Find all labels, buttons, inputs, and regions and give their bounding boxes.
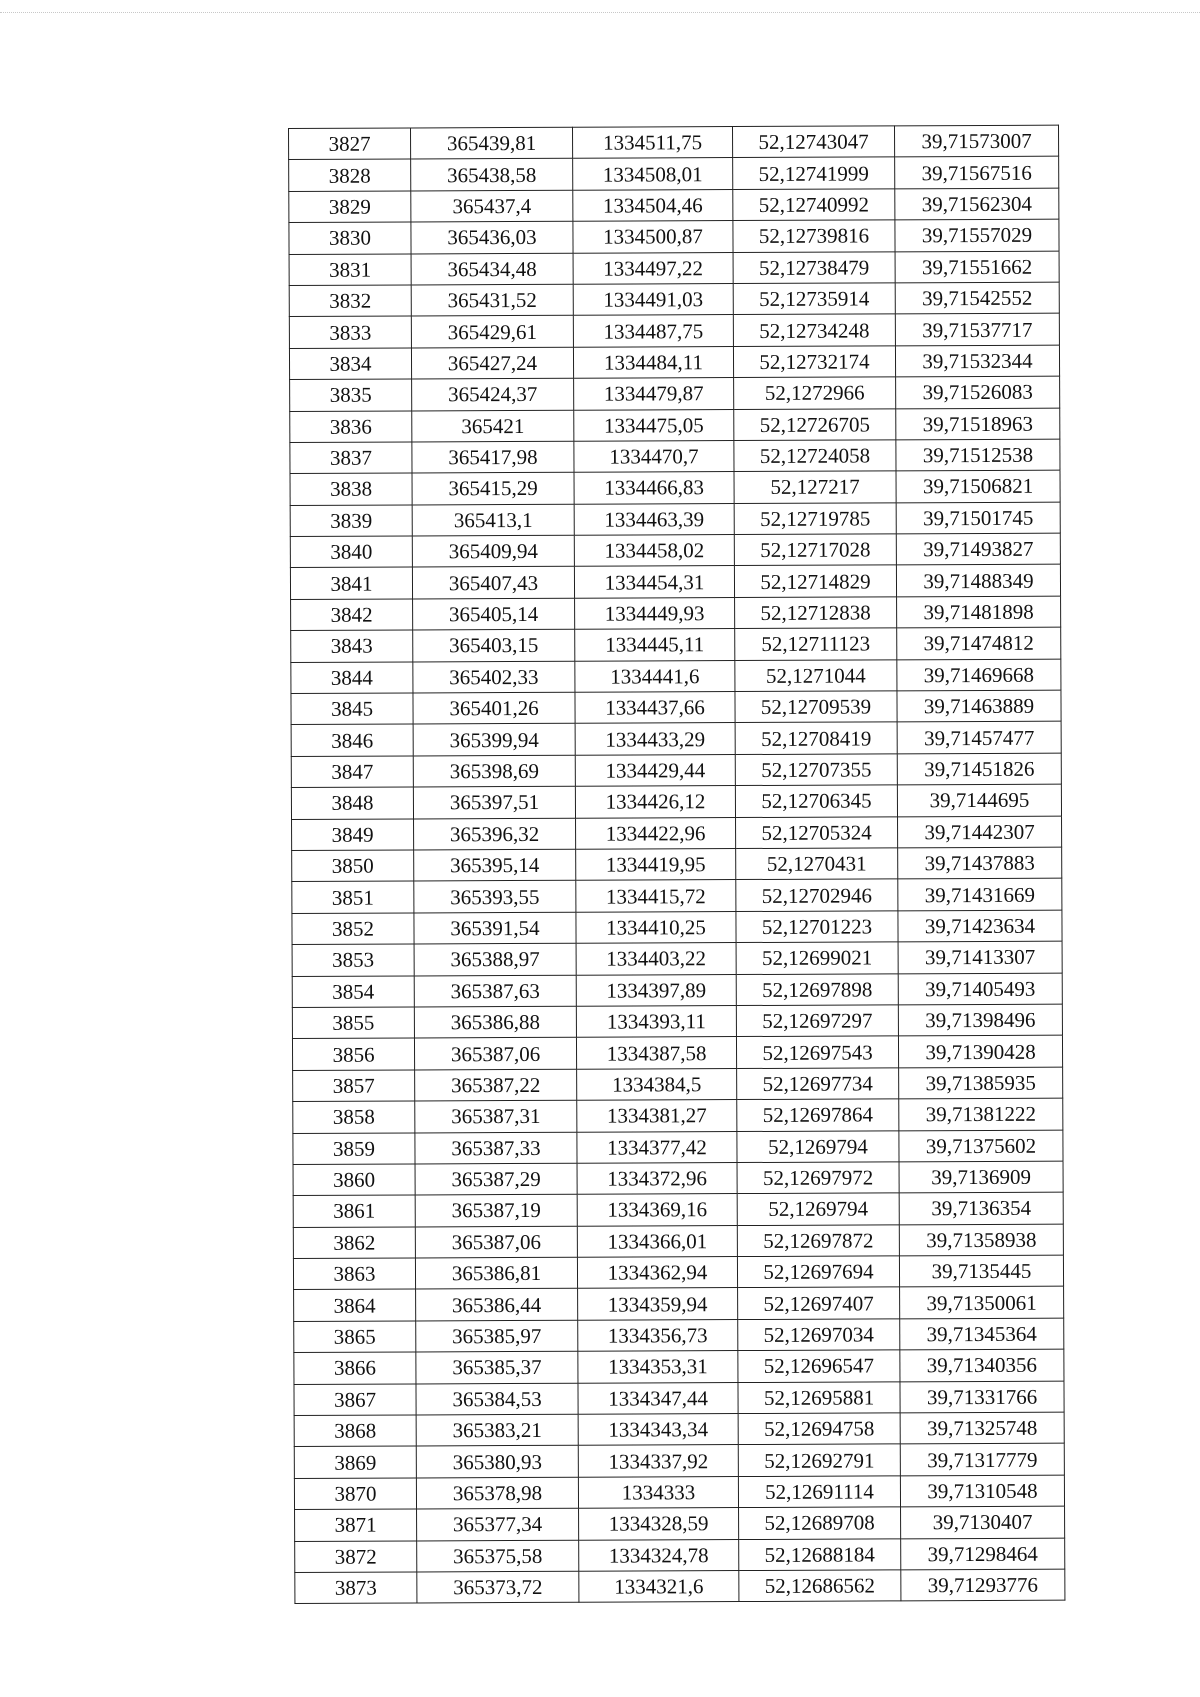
table-row: [289, 188, 1059, 223]
table-row: [289, 345, 1059, 380]
scan-edge-line: [0, 12, 1200, 13]
longitude-cell: 39,71442307: [898, 816, 1062, 848]
y-coordinate-cell: 1334454,31: [574, 566, 734, 598]
x-coordinate-cell: 365377,34: [417, 1508, 579, 1540]
latitude-cell: 52,12697972: [737, 1162, 899, 1194]
point-number-cell: 3840: [290, 536, 412, 568]
table-row: [292, 910, 1062, 945]
table-row: [289, 251, 1059, 286]
longitude-cell: 39,71390428: [898, 1035, 1062, 1067]
point-number-cell: 3861: [293, 1195, 415, 1227]
longitude-cell: 39,71381222: [899, 1098, 1063, 1130]
point-number-cell: 3866: [294, 1352, 416, 1384]
longitude-cell: 39,71398496: [898, 1004, 1062, 1036]
y-coordinate-cell: 1334372,96: [577, 1162, 737, 1194]
y-coordinate-cell: 1334343,34: [578, 1414, 738, 1446]
latitude-cell: 52,12739816: [733, 220, 895, 252]
point-number-cell: 3845: [291, 693, 413, 725]
x-coordinate-cell: 365384,53: [416, 1383, 578, 1415]
x-coordinate-cell: 365431,52: [411, 284, 573, 316]
latitude-cell: 52,12735914: [733, 283, 895, 315]
latitude-cell: 52,1270431: [736, 848, 898, 880]
point-number-cell: 3846: [291, 724, 413, 756]
x-coordinate-cell: 365378,98: [416, 1477, 578, 1509]
x-coordinate-cell: 365387,19: [415, 1195, 577, 1227]
point-number-cell: 3856: [292, 1038, 414, 1070]
longitude-cell: 39,7144695: [897, 784, 1061, 816]
table-row: [291, 753, 1061, 788]
longitude-cell: 39,7130407: [901, 1506, 1065, 1538]
table-row: [291, 722, 1061, 757]
latitude-cell: 52,1269794: [737, 1193, 899, 1225]
x-coordinate-cell: 365424,37: [412, 378, 574, 410]
point-number-cell: 3837: [290, 442, 412, 474]
point-number-cell: 3857: [293, 1070, 415, 1102]
longitude-cell: 39,7136909: [899, 1161, 1063, 1193]
point-number-cell: 3841: [290, 567, 412, 599]
longitude-cell: 39,71506821: [896, 470, 1060, 502]
point-number-cell: 3849: [292, 819, 414, 851]
latitude-cell: 52,12697898: [736, 973, 898, 1005]
y-coordinate-cell: 1334356,73: [578, 1319, 738, 1351]
y-coordinate-cell: 1334437,66: [575, 692, 735, 724]
longitude-cell: 39,71481898: [897, 596, 1061, 628]
x-coordinate-cell: 365417,98: [412, 441, 574, 473]
latitude-cell: 52,12734248: [733, 314, 895, 346]
y-coordinate-cell: 1334324,78: [579, 1539, 739, 1571]
x-coordinate-cell: 365438,58: [411, 159, 573, 191]
x-coordinate-cell: 365387,29: [415, 1163, 577, 1195]
x-coordinate-cell: 365387,06: [415, 1226, 577, 1258]
table-row: [290, 376, 1060, 411]
y-coordinate-cell: 1334419,95: [576, 849, 736, 881]
longitude-cell: 39,71331766: [900, 1381, 1064, 1413]
table-row: [290, 439, 1060, 474]
y-coordinate-cell: 1334397,89: [576, 974, 736, 1006]
longitude-cell: 39,71474812: [897, 627, 1061, 659]
x-coordinate-cell: 365397,51: [413, 786, 575, 818]
point-number-cell: 3848: [291, 787, 413, 819]
y-coordinate-cell: 1334484,11: [573, 346, 733, 378]
y-coordinate-cell: 1334508,01: [573, 158, 733, 190]
point-number-cell: 3869: [294, 1446, 416, 1478]
x-coordinate-cell: 365393,55: [414, 881, 576, 913]
x-coordinate-cell: 365415,29: [412, 473, 574, 505]
latitude-cell: 52,1272966: [734, 377, 896, 409]
y-coordinate-cell: 1334422,96: [576, 817, 736, 849]
latitude-cell: 52,12697543: [736, 1036, 898, 1068]
x-coordinate-cell: 365436,03: [411, 221, 573, 253]
x-coordinate-cell: 365386,81: [415, 1257, 577, 1289]
latitude-cell: 52,12701223: [736, 911, 898, 943]
y-coordinate-cell: 1334410,25: [576, 911, 736, 943]
table-row: [293, 1192, 1063, 1227]
longitude-cell: 39,71298464: [901, 1538, 1065, 1570]
longitude-cell: 39,7135445: [899, 1255, 1063, 1287]
longitude-cell: 39,71375602: [899, 1130, 1063, 1162]
point-number-cell: 3834: [289, 348, 411, 380]
y-coordinate-cell: 1334321,6: [579, 1571, 739, 1603]
table-row: [290, 565, 1060, 600]
latitude-cell: 52,12688184: [739, 1538, 901, 1570]
x-coordinate-cell: 365439,81: [411, 127, 573, 159]
table-row: [289, 157, 1059, 192]
x-coordinate-cell: 365388,97: [414, 943, 576, 975]
longitude-cell: 39,71567516: [895, 157, 1059, 189]
x-coordinate-cell: 365437,4: [411, 190, 573, 222]
latitude-cell: 52,12697297: [736, 1005, 898, 1037]
point-number-cell: 3832: [289, 285, 411, 317]
latitude-cell: 52,12714829: [734, 565, 896, 597]
y-coordinate-cell: 1334441,6: [575, 660, 735, 692]
table-row: [289, 219, 1059, 254]
latitude-cell: 52,12697034: [738, 1319, 900, 1351]
table-row: [292, 1035, 1062, 1070]
y-coordinate-cell: 1334337,92: [578, 1445, 738, 1477]
latitude-cell: 52,12692791: [738, 1444, 900, 1476]
longitude-cell: 39,71345364: [900, 1318, 1064, 1350]
longitude-cell: 39,71358938: [899, 1224, 1063, 1256]
latitude-cell: 52,12702946: [736, 879, 898, 911]
y-coordinate-cell: 1334393,11: [576, 1005, 736, 1037]
table-row: [293, 1067, 1063, 1102]
x-coordinate-cell: 365387,22: [415, 1069, 577, 1101]
x-coordinate-cell: 365407,43: [412, 567, 574, 599]
longitude-cell: 39,71431669: [898, 879, 1062, 911]
longitude-cell: 39,71488349: [896, 565, 1060, 597]
point-number-cell: 3858: [293, 1101, 415, 1133]
point-number-cell: 3842: [291, 599, 413, 631]
x-coordinate-cell: 365395,14: [414, 849, 576, 881]
point-number-cell: 3860: [293, 1164, 415, 1196]
table-row: [294, 1475, 1064, 1510]
point-number-cell: 3868: [294, 1415, 416, 1447]
latitude-cell: 52,12697694: [737, 1256, 899, 1288]
x-coordinate-cell: 365405,14: [413, 598, 575, 630]
y-coordinate-cell: 1334415,72: [576, 880, 736, 912]
latitude-cell: 52,1269794: [737, 1130, 899, 1162]
latitude-cell: 52,12691114: [738, 1476, 900, 1508]
latitude-cell: 52,12686562: [739, 1570, 901, 1602]
y-coordinate-cell: 1334426,12: [575, 786, 735, 818]
x-coordinate-cell: 365398,69: [413, 755, 575, 787]
y-coordinate-cell: 1334403,22: [576, 943, 736, 975]
point-number-cell: 3844: [291, 662, 413, 694]
longitude-cell: 39,71542552: [895, 282, 1059, 314]
longitude-cell: 39,71457477: [897, 722, 1061, 754]
table-row: [293, 1130, 1063, 1165]
table-row: [292, 816, 1062, 851]
latitude-cell: 52,12738479: [733, 251, 895, 283]
y-coordinate-cell: 1334511,75: [572, 127, 732, 159]
x-coordinate-cell: 365396,32: [414, 818, 576, 850]
table-row: [290, 408, 1060, 443]
x-coordinate-cell: 365375,58: [417, 1540, 579, 1572]
latitude-cell: 52,12707355: [735, 754, 897, 786]
longitude-cell: 39,71293776: [901, 1569, 1065, 1601]
point-number-cell: 3853: [292, 944, 414, 976]
longitude-cell: 39,71317779: [900, 1444, 1064, 1476]
y-coordinate-cell: 1334429,44: [575, 754, 735, 786]
longitude-cell: 39,71562304: [895, 188, 1059, 220]
point-number-cell: 3833: [289, 316, 411, 348]
y-coordinate-cell: 1334369,16: [577, 1194, 737, 1226]
longitude-cell: 39,71405493: [898, 973, 1062, 1005]
table-row: [295, 1569, 1065, 1604]
point-number-cell: 3829: [289, 191, 411, 223]
point-number-cell: 3828: [289, 159, 411, 191]
point-number-cell: 3836: [290, 410, 412, 442]
x-coordinate-cell: 365383,21: [416, 1414, 578, 1446]
coordinates-table-body: [289, 125, 1065, 1604]
longitude-cell: 39,71325748: [900, 1412, 1064, 1444]
table-row: [291, 784, 1061, 819]
y-coordinate-cell: 1334387,58: [576, 1037, 736, 1069]
table-row: [291, 596, 1061, 631]
latitude-cell: 52,127217: [734, 471, 896, 503]
y-coordinate-cell: 1334433,29: [575, 723, 735, 755]
longitude-cell: 39,71463889: [897, 690, 1061, 722]
longitude-cell: 39,71518963: [896, 408, 1060, 440]
table-row: [292, 847, 1062, 882]
latitude-cell: 52,12696547: [738, 1350, 900, 1382]
longitude-cell: 39,71350061: [900, 1287, 1064, 1319]
x-coordinate-cell: 365386,44: [416, 1289, 578, 1321]
longitude-cell: 39,71385935: [899, 1067, 1063, 1099]
y-coordinate-cell: 1334366,01: [577, 1225, 737, 1257]
latitude-cell: 52,12741999: [733, 157, 895, 189]
x-coordinate-cell: 365409,94: [412, 535, 574, 567]
y-coordinate-cell: 1334381,27: [577, 1100, 737, 1132]
latitude-cell: 52,12697734: [737, 1068, 899, 1100]
table-row: [294, 1318, 1064, 1353]
y-coordinate-cell: 1334491,03: [573, 284, 733, 316]
y-coordinate-cell: 1334504,46: [573, 189, 733, 221]
y-coordinate-cell: 1334475,05: [574, 409, 734, 441]
y-coordinate-cell: 1334384,5: [577, 1068, 737, 1100]
point-number-cell: 3838: [290, 473, 412, 505]
table-row: [289, 125, 1059, 160]
point-number-cell: 3872: [295, 1541, 417, 1573]
longitude-cell: 39,71557029: [895, 219, 1059, 251]
x-coordinate-cell: 365385,37: [416, 1351, 578, 1383]
table-row: [294, 1349, 1064, 1384]
y-coordinate-cell: 1334328,59: [579, 1508, 739, 1540]
latitude-cell: 52,12717028: [734, 534, 896, 566]
longitude-cell: 39,71537717: [895, 313, 1059, 345]
latitude-cell: 52,12699021: [736, 942, 898, 974]
point-number-cell: 3835: [290, 379, 412, 411]
table-row: [290, 470, 1060, 505]
table-row: [293, 1161, 1063, 1196]
point-number-cell: 3831: [289, 254, 411, 286]
x-coordinate-cell: 365413,1: [412, 504, 574, 536]
table-row: [292, 879, 1062, 914]
longitude-cell: 39,71469668: [897, 659, 1061, 691]
point-number-cell: 3863: [293, 1258, 415, 1290]
x-coordinate-cell: 365380,93: [416, 1446, 578, 1478]
table-row: [293, 1098, 1063, 1133]
point-number-cell: 3864: [294, 1289, 416, 1321]
point-number-cell: 3862: [293, 1227, 415, 1259]
table-row: [294, 1444, 1064, 1479]
y-coordinate-cell: 1334377,42: [577, 1131, 737, 1163]
longitude-cell: 39,71551662: [895, 251, 1059, 283]
coordinates-table: [288, 125, 1065, 1605]
table-row: [292, 1004, 1062, 1039]
point-number-cell: 3839: [290, 505, 412, 537]
longitude-cell: 39,71310548: [900, 1475, 1064, 1507]
point-number-cell: 3854: [292, 976, 414, 1008]
longitude-cell: 39,71526083: [896, 376, 1060, 408]
latitude-cell: 52,12709539: [735, 691, 897, 723]
point-number-cell: 3867: [294, 1384, 416, 1416]
latitude-cell: 52,12689708: [739, 1507, 901, 1539]
x-coordinate-cell: 365386,88: [414, 1006, 576, 1038]
longitude-cell: 39,71512538: [896, 439, 1060, 471]
x-coordinate-cell: 365402,33: [413, 661, 575, 693]
table-row: [290, 502, 1060, 537]
y-coordinate-cell: 1334463,39: [574, 503, 734, 535]
longitude-cell: 39,71340356: [900, 1349, 1064, 1381]
y-coordinate-cell: 1334466,83: [574, 472, 734, 504]
latitude-cell: 52,12724058: [734, 440, 896, 472]
point-number-cell: 3851: [292, 881, 414, 913]
y-coordinate-cell: 1334497,22: [573, 252, 733, 284]
latitude-cell: 52,12705324: [736, 816, 898, 848]
table-row: [293, 1255, 1063, 1290]
table-row: [292, 973, 1062, 1008]
x-coordinate-cell: 365387,33: [415, 1132, 577, 1164]
point-number-cell: 3827: [289, 128, 411, 160]
latitude-cell: 52,12711123: [735, 628, 897, 660]
table-row: [290, 533, 1060, 568]
point-number-cell: 3852: [292, 913, 414, 945]
table-row: [291, 627, 1061, 662]
table-row: [294, 1381, 1064, 1416]
x-coordinate-cell: 365403,15: [413, 630, 575, 662]
y-coordinate-cell: 1334347,44: [578, 1382, 738, 1414]
x-coordinate-cell: 365387,63: [414, 975, 576, 1007]
y-coordinate-cell: 1334362,94: [577, 1257, 737, 1289]
table-row: [295, 1506, 1065, 1541]
y-coordinate-cell: 1334353,31: [578, 1351, 738, 1383]
latitude-cell: 52,12706345: [735, 785, 897, 817]
latitude-cell: 52,12732174: [733, 346, 895, 378]
point-number-cell: 3873: [295, 1572, 417, 1604]
y-coordinate-cell: 1334470,7: [574, 440, 734, 472]
latitude-cell: 52,12712838: [735, 597, 897, 629]
table-row: [291, 690, 1061, 725]
x-coordinate-cell: 365399,94: [413, 724, 575, 756]
x-coordinate-cell: 365434,48: [411, 253, 573, 285]
latitude-cell: 52,12740992: [733, 189, 895, 221]
latitude-cell: 52,12694758: [738, 1413, 900, 1445]
x-coordinate-cell: 365387,31: [415, 1100, 577, 1132]
latitude-cell: 52,12726705: [734, 408, 896, 440]
latitude-cell: 52,12697407: [738, 1287, 900, 1319]
longitude-cell: 39,71423634: [898, 910, 1062, 942]
longitude-cell: 39,71451826: [897, 753, 1061, 785]
latitude-cell: 52,12695881: [738, 1381, 900, 1413]
x-coordinate-cell: 365421: [412, 410, 574, 442]
y-coordinate-cell: 1334500,87: [573, 221, 733, 253]
table-row: [293, 1224, 1063, 1259]
table-row: [292, 941, 1062, 976]
y-coordinate-cell: 1334487,75: [573, 315, 733, 347]
point-number-cell: 3855: [292, 1007, 414, 1039]
y-coordinate-cell: 1334479,87: [574, 378, 734, 410]
longitude-cell: 39,71437883: [898, 847, 1062, 879]
document-sheet: [288, 125, 1064, 1605]
latitude-cell: 52,12697872: [737, 1225, 899, 1257]
table-row: [289, 313, 1059, 348]
latitude-cell: 52,1271044: [735, 659, 897, 691]
table-row: [291, 659, 1061, 694]
longitude-cell: 39,71493827: [896, 533, 1060, 565]
x-coordinate-cell: 365373,72: [417, 1571, 579, 1603]
y-coordinate-cell: 1334445,11: [575, 629, 735, 661]
table-row: [294, 1412, 1064, 1447]
x-coordinate-cell: 365385,97: [416, 1320, 578, 1352]
latitude-cell: 52,12708419: [735, 722, 897, 754]
point-number-cell: 3847: [291, 756, 413, 788]
latitude-cell: 52,12697864: [737, 1099, 899, 1131]
latitude-cell: 52,12743047: [732, 126, 894, 158]
x-coordinate-cell: 365391,54: [414, 912, 576, 944]
longitude-cell: 39,7136354: [899, 1192, 1063, 1224]
x-coordinate-cell: 365387,06: [414, 1038, 576, 1070]
point-number-cell: 3871: [295, 1509, 417, 1541]
latitude-cell: 52,12719785: [734, 503, 896, 535]
y-coordinate-cell: 1334333: [578, 1476, 738, 1508]
x-coordinate-cell: 365427,24: [411, 347, 573, 379]
table-row: [294, 1287, 1064, 1322]
y-coordinate-cell: 1334449,93: [575, 597, 735, 629]
y-coordinate-cell: 1334458,02: [574, 535, 734, 567]
point-number-cell: 3865: [294, 1321, 416, 1353]
longitude-cell: 39,71413307: [898, 941, 1062, 973]
table-row: [289, 282, 1059, 317]
y-coordinate-cell: 1334359,94: [578, 1288, 738, 1320]
longitude-cell: 39,71573007: [894, 125, 1058, 157]
point-number-cell: 3850: [292, 850, 414, 882]
point-number-cell: 3870: [294, 1478, 416, 1510]
x-coordinate-cell: 365429,61: [411, 316, 573, 348]
table-row: [295, 1538, 1065, 1573]
point-number-cell: 3843: [291, 630, 413, 662]
longitude-cell: 39,71501745: [896, 502, 1060, 534]
point-number-cell: 3830: [289, 222, 411, 254]
longitude-cell: 39,71532344: [895, 345, 1059, 377]
x-coordinate-cell: 365401,26: [413, 692, 575, 724]
point-number-cell: 3859: [293, 1132, 415, 1164]
